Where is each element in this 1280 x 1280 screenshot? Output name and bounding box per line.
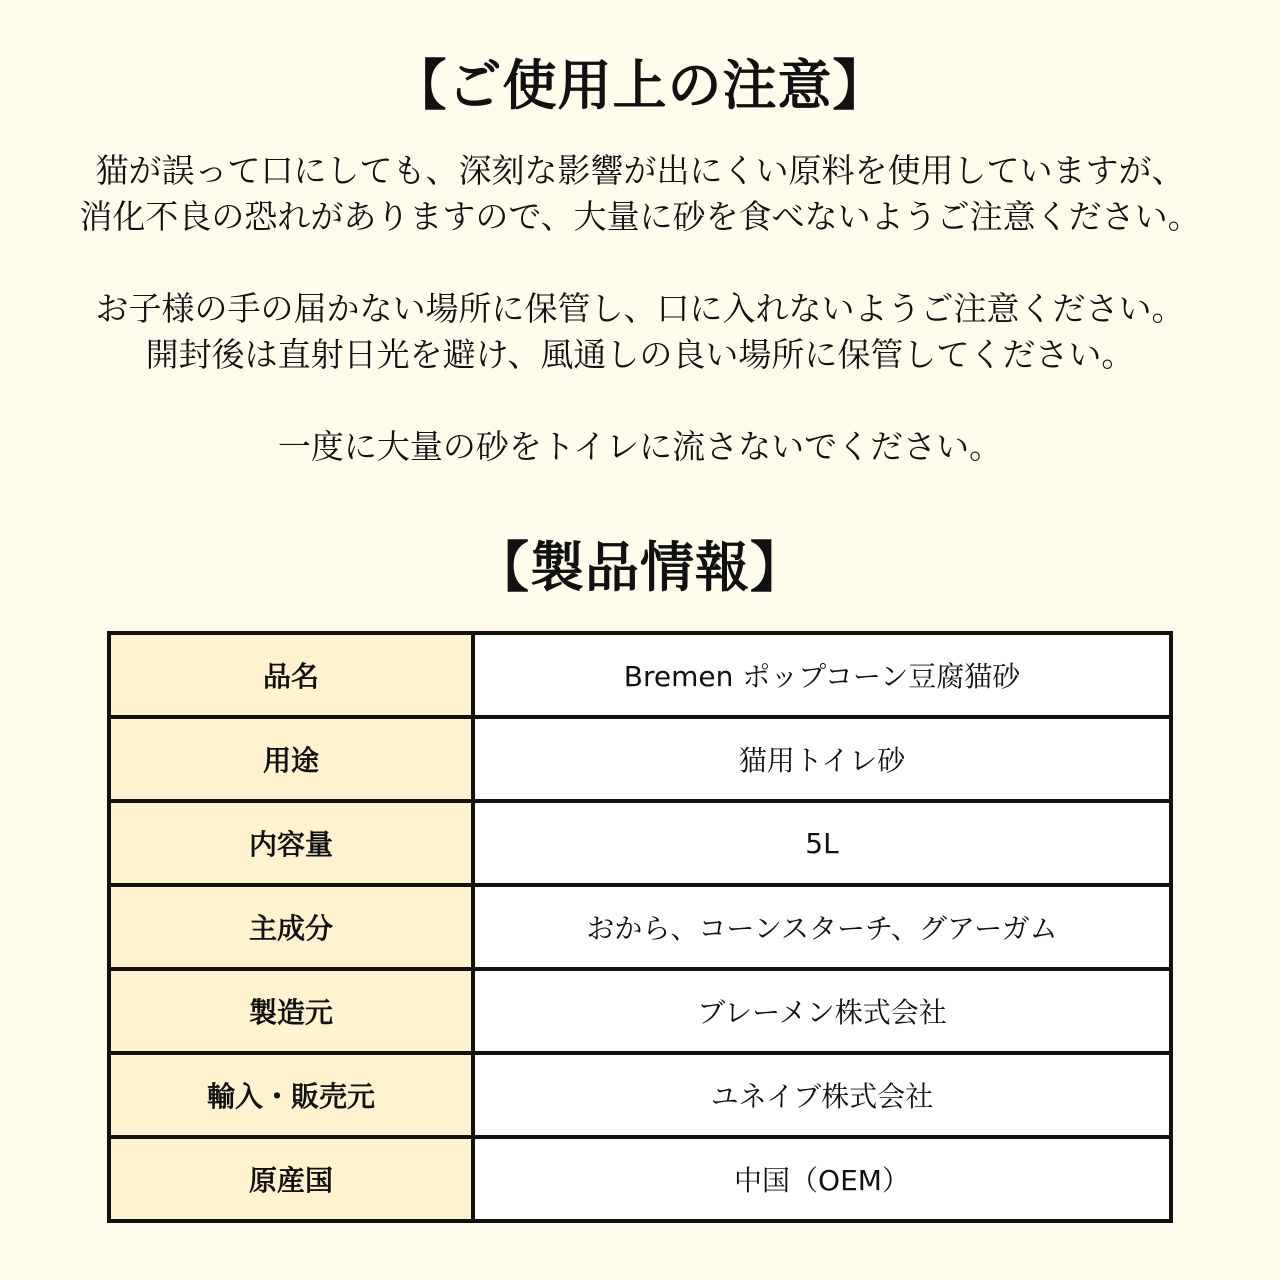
row-label: 輸入・販売元 [109,1053,473,1137]
row-label: 用途 [109,717,473,801]
product-info-table [107,631,1173,1223]
row-label: 品名 [109,633,473,717]
caution-body [0,148,1280,470]
caution-paragraph [0,286,1280,378]
caution-line: 猫が誤って口にしても、深刻な影響が出にくい原料を使用していますが、 [95,151,1185,190]
caution-line: 一度に大量の砂をトイレに流さないでください。 [277,427,1003,466]
caution-paragraph [0,148,1280,240]
caution-line: お子様の手の届かない場所に保管し、口に入れないようご注意ください。 [95,289,1185,328]
row-value: ブレーメン株式会社 [473,969,1171,1053]
row-value: 中国（OEM） [473,1137,1171,1221]
row-value: ユネイブ株式会社 [473,1053,1171,1137]
row-value: おから、コーンスターチ、グアーガム [473,885,1171,969]
row-value: 5L [473,801,1171,885]
table-row [109,1053,1171,1137]
row-label: 原産国 [109,1137,473,1221]
row-label: 内容量 [109,801,473,885]
caution-title: 【ご使用上の注意】 [392,54,888,117]
row-value: 猫用トイレ砂 [473,717,1171,801]
table-row [109,801,1171,885]
table-row [109,885,1171,969]
row-value: Bremen ポップコーン豆腐猫砂 [473,633,1171,717]
caution-paragraph [0,424,1280,470]
row-label: 主成分 [109,885,473,969]
table-row [109,969,1171,1053]
table-row [109,1137,1171,1221]
table-row [109,717,1171,801]
caution-line: 開封後は直射日光を避け、風通しの良い場所に保管してください。 [145,335,1135,374]
caution-line: 消化不良の恐れがありますので、大量に砂を食べないようご注意ください。 [79,197,1201,236]
product-info-title: 【製品情報】 [475,536,805,599]
table-row [109,633,1171,717]
row-label: 製造元 [109,969,473,1053]
